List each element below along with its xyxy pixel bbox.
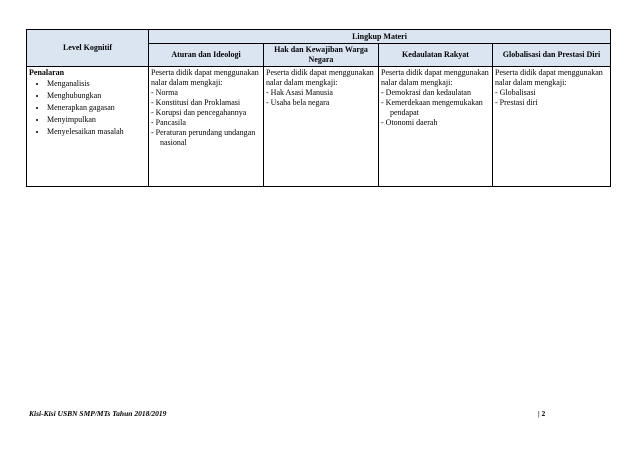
materi-list — [381, 88, 490, 128]
header-lingkup-materi: Lingkup Materi — [149, 30, 611, 44]
materi-item: - Korupsi dan pencegahannya — [151, 108, 261, 118]
materi-item: - Peraturan perundang undangan nasional — [151, 128, 261, 148]
cell-hak-kewajiban — [264, 67, 379, 187]
level-item: • Menerapkan gagasan — [47, 102, 146, 114]
materi-item: - Globalisasi — [495, 88, 608, 98]
materi-item: - Hak Asasi Manusia — [266, 88, 376, 98]
materi-list — [495, 88, 608, 108]
materi-list — [151, 88, 261, 148]
header-hak-kewajiban: Hak dan Kewajiban Warga Negara — [264, 44, 379, 67]
level-title: Penalaran — [29, 68, 65, 77]
kisi-kisi-table — [26, 29, 611, 187]
cell-globalisasi — [493, 67, 611, 187]
cell-aturan-ideologi — [149, 67, 264, 187]
materi-item: - Demokrasi dan kedaulatan — [381, 88, 490, 98]
cell-kedaulatan-rakyat — [379, 67, 493, 187]
materi-list — [266, 88, 376, 108]
level-item: • Menghubungkan — [47, 90, 146, 102]
level-cell — [27, 67, 149, 187]
cell-intro: Peserta didik dapat menggunakan nalar dalam mengkaji: — [495, 68, 603, 87]
level-item: • Menyimpulkan — [47, 114, 146, 126]
materi-item: - Kemerdekaan mengemukakan pendapat — [381, 98, 490, 118]
materi-item: - Konstitusi dan Proklamasi — [151, 98, 261, 108]
footer-text: Kisi-Kisi USBN SMP/MTs Tahun 2018/2019 — [29, 409, 167, 418]
materi-item: - Pancasila — [151, 118, 261, 128]
page-number: | 2 — [538, 409, 546, 418]
materi-item: - Usaha bela negara — [266, 98, 376, 108]
cell-intro: Peserta didik dapat menggunakan nalar dalam mengkaji: — [266, 68, 374, 87]
cell-intro: Peserta didik dapat menggunakan nalar dalam mengkaji: — [381, 68, 489, 87]
materi-item: - Prestasi diri — [495, 98, 608, 108]
header-kedaulatan-rakyat: Kedaulatan Rakyat — [379, 44, 493, 67]
materi-item: - Otonomi daerah — [381, 118, 490, 128]
level-item: • Menganalisis — [47, 78, 146, 90]
materi-item: - Norma — [151, 88, 261, 98]
header-globalisasi: Globalisasi dan Prestasi Diri — [493, 44, 611, 67]
cell-intro: Peserta didik dapat menggunakan nalar dalam mengkaji: — [151, 68, 259, 87]
header-aturan-ideologi: Aturan dan Ideologi — [149, 44, 264, 67]
level-list — [29, 78, 146, 138]
header-level-kognitif: Level Kognitif — [27, 30, 149, 67]
level-item: • Menyelesaikan masalah — [47, 126, 146, 138]
